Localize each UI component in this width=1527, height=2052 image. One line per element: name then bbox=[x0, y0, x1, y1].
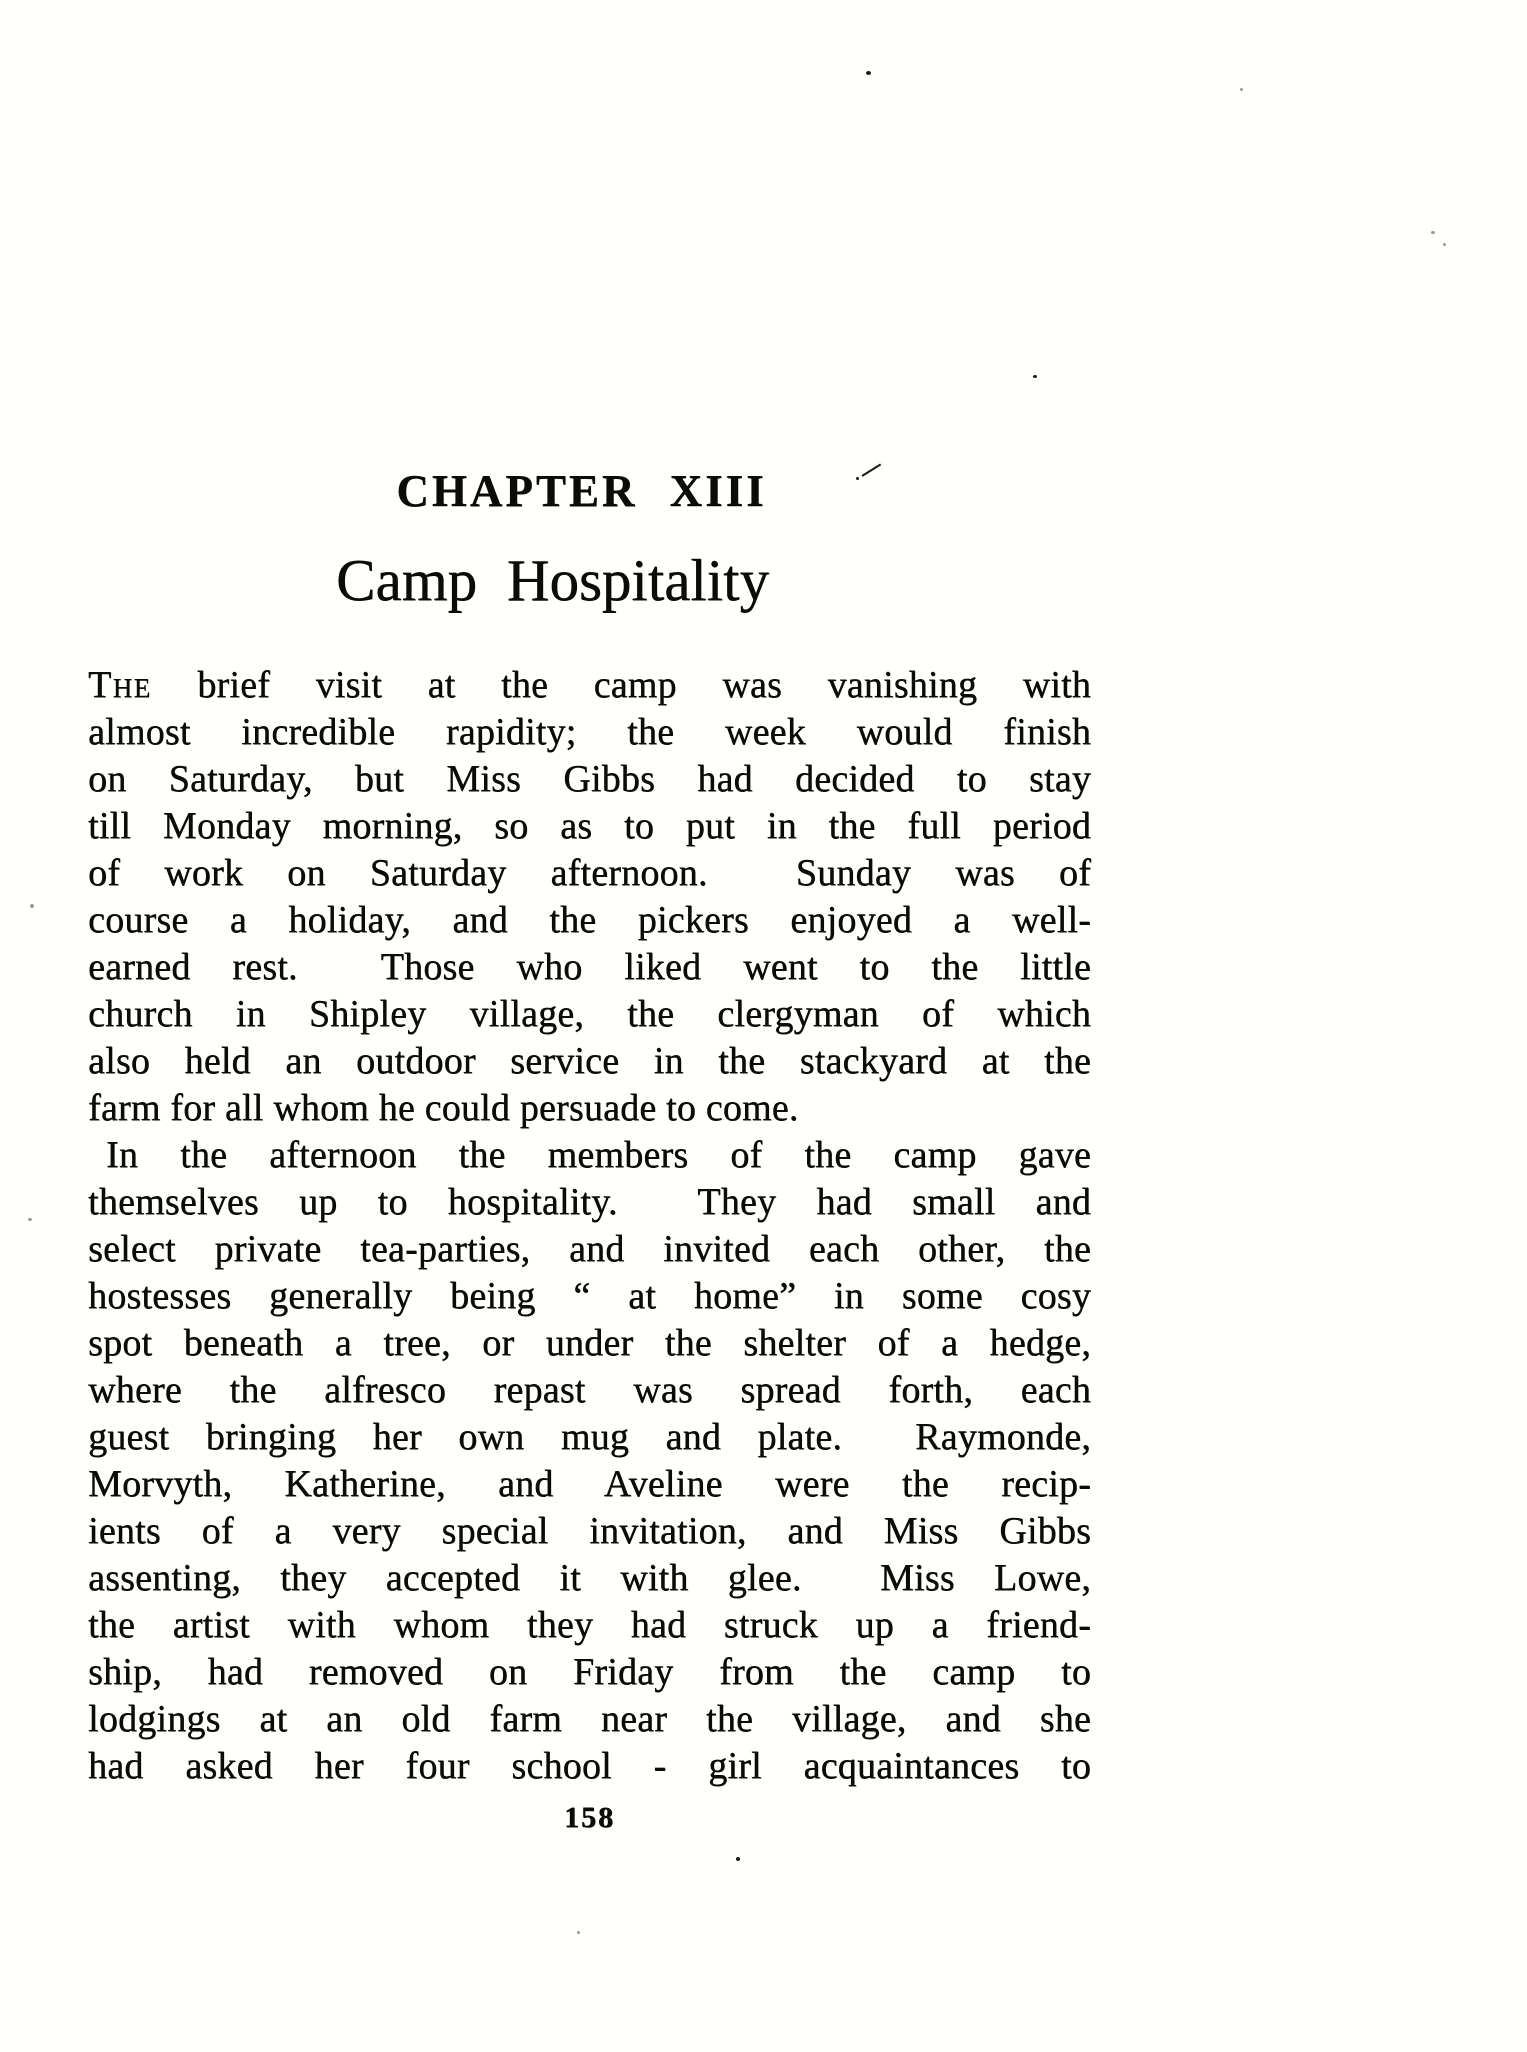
body-line: assenting, they accepted it with glee. Miss Lowe, bbox=[88, 1557, 1091, 1599]
body-line: lodgings at an old farm near the village, and she bbox=[88, 1698, 1091, 1740]
body-line: also held an outdoor service in the stackyard at the bbox=[88, 1040, 1091, 1082]
body-line: themselves up to hospitality. They had small and bbox=[88, 1181, 1091, 1223]
chapter-title: Camp Hospitality bbox=[336, 547, 769, 613]
scan-speck bbox=[30, 904, 34, 908]
body-line: till Monday morning, so as to put in the full period bbox=[88, 805, 1091, 847]
body-line: farm for all whom he could persuade to come. bbox=[88, 1087, 799, 1129]
body-line: Morvyth, Katherine, and Aveline were the recip- bbox=[88, 1463, 1091, 1505]
small-caps-lead-word: The bbox=[88, 664, 152, 706]
scan-speck bbox=[1240, 88, 1243, 91]
scan-speck bbox=[1443, 243, 1446, 246]
body-line: hostesses generally being “ at home” in some cosy bbox=[88, 1275, 1091, 1317]
chapter-heading: CHAPTER XIII bbox=[396, 466, 767, 516]
body-line: where the alfresco repast was spread forth, each bbox=[88, 1369, 1091, 1411]
scan-speck bbox=[1033, 375, 1037, 378]
scan-speck bbox=[28, 1218, 32, 1221]
scan-speck bbox=[577, 1931, 580, 1934]
body-line: the artist with whom they had struck up a friend- bbox=[88, 1604, 1091, 1646]
body-line: guest bringing her own mug and plate. Raymonde, bbox=[88, 1416, 1091, 1458]
body-line: course a holiday, and the pickers enjoyed a well- bbox=[88, 899, 1091, 941]
body-line: spot beneath a tree, or under the shelter of a hedge, bbox=[88, 1322, 1091, 1364]
body-line: ients of a very special invitation, and Miss Gibbs bbox=[88, 1510, 1091, 1552]
body-text bbox=[88, 662, 1091, 1790]
body-line: The brief visit at the camp was vanishing with bbox=[88, 664, 1091, 706]
scan-speck bbox=[1431, 231, 1435, 234]
body-line: In the afternoon the members of the camp gave bbox=[106, 1134, 1091, 1176]
body-line: almost incredible rapidity; the week would finish bbox=[88, 711, 1091, 753]
body-line: select private tea-parties, and invited each other, the bbox=[88, 1228, 1091, 1270]
body-line: on Saturday, but Miss Gibbs had decided to stay bbox=[88, 758, 1091, 800]
body-line: had asked her four school - girl acquaintances to bbox=[88, 1745, 1091, 1787]
body-line: earned rest. Those who liked went to the little bbox=[88, 946, 1091, 988]
body-line: of work on Saturday afternoon. Sunday was of bbox=[88, 852, 1091, 894]
scan-speck bbox=[866, 71, 871, 75]
body-line: church in Shipley village, the clergyman of which bbox=[88, 993, 1091, 1035]
scan-speck bbox=[736, 1857, 740, 1861]
page-number: 158 bbox=[564, 1801, 615, 1834]
body-line: ship, had removed on Friday from the camp to bbox=[88, 1651, 1091, 1693]
